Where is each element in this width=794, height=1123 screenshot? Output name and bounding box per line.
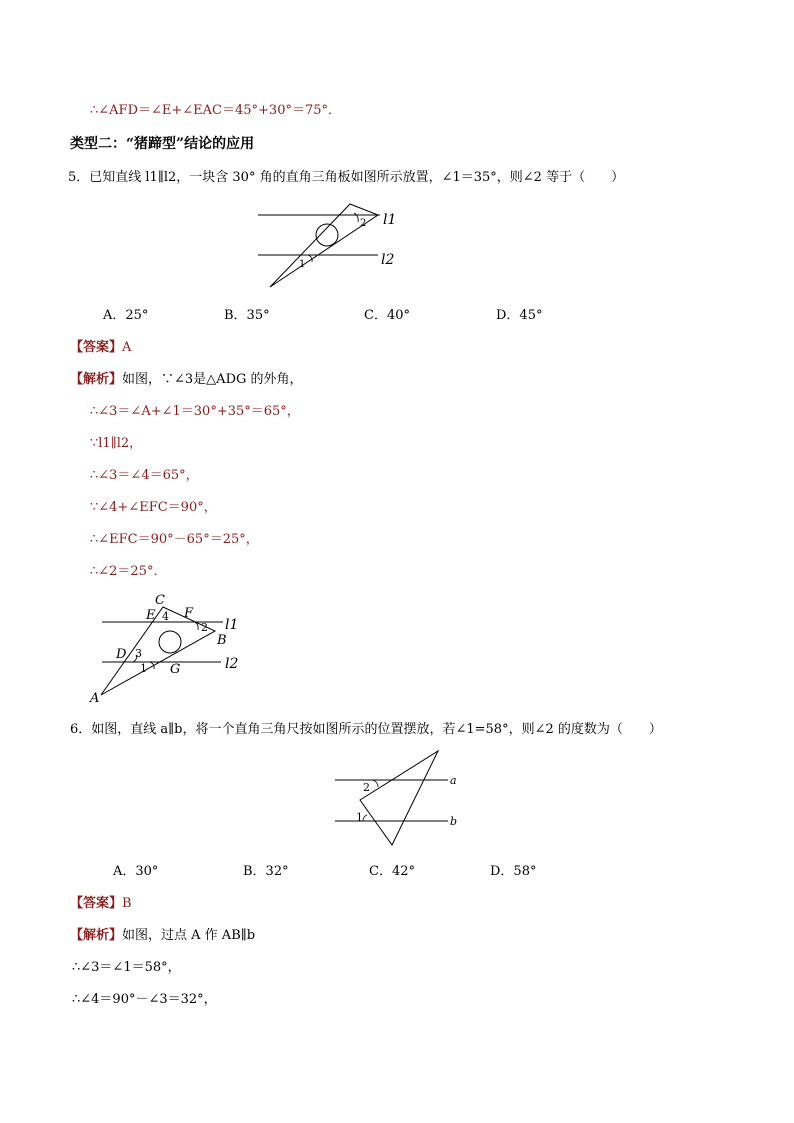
q5-step: ∴∠EFC＝90°－65°＝25°， bbox=[90, 532, 259, 547]
label-point-d: D bbox=[116, 647, 127, 662]
label-point-f: F bbox=[184, 606, 194, 621]
q5-option-c[interactable]: C．40° bbox=[364, 308, 410, 323]
label-point-c: C bbox=[155, 593, 165, 608]
q5-step: ∴∠2＝25°． bbox=[90, 564, 167, 579]
q6-figure bbox=[330, 745, 465, 850]
label-angle-2: 2 bbox=[201, 621, 208, 634]
q5-answer-tag: 【答案】 bbox=[70, 340, 123, 355]
q5-option-d[interactable]: D．45° bbox=[496, 308, 543, 323]
q5-answer-value: A bbox=[122, 340, 132, 355]
label-angle-1: 1 bbox=[356, 811, 363, 824]
triangle-ruler bbox=[360, 751, 438, 845]
label-l2: l2 bbox=[381, 252, 395, 268]
q6-option-c[interactable]: C．42° bbox=[369, 864, 415, 879]
q5-step: ∵l1∥l2， bbox=[90, 436, 143, 451]
label-angle-1: 1 bbox=[299, 259, 306, 270]
q5-step: ∴∠3＝∠4＝65°， bbox=[90, 468, 199, 483]
q6-step: ∴∠3＝∠1＝58°， bbox=[72, 960, 181, 975]
q6-analysis-tag: 【解析】 bbox=[70, 928, 123, 943]
q5-figure bbox=[250, 195, 410, 295]
label-point-e: E bbox=[146, 608, 156, 623]
q5-analysis-tag: 【解析】 bbox=[70, 372, 123, 387]
ruler-hole bbox=[159, 631, 181, 653]
label-angle-4: 4 bbox=[162, 610, 169, 623]
label-angle-2: 2 bbox=[360, 218, 367, 229]
q5-step: ∵∠4+∠EFC＝90°， bbox=[90, 500, 217, 515]
q6-answer-value: B bbox=[122, 896, 132, 911]
label-line-b: b bbox=[450, 815, 458, 828]
label-l1: l1 bbox=[225, 617, 239, 633]
label-angle-3: 3 bbox=[135, 647, 142, 660]
q6-stem: 6．如图，直线 a∥b，将一个直角三角尺按如图所示的位置摆放，若∠1=58°，则∠2 的度数为（ ） bbox=[70, 722, 662, 737]
label-line-a: a bbox=[450, 774, 457, 787]
q6-option-b[interactable]: B．32° bbox=[243, 864, 289, 879]
q6-step: ∴∠4＝90°－∠3＝32°， bbox=[72, 992, 217, 1007]
label-point-a: A bbox=[90, 691, 100, 706]
intro-conclusion: ∴∠AFD＝∠E+∠EAC＝45°+30°＝75°． bbox=[90, 103, 342, 118]
q6-answer-tag: 【答案】 bbox=[70, 896, 123, 911]
q6-analysis-first: 如图，过点 A 作 AB∥b bbox=[122, 928, 256, 943]
q6-option-a[interactable]: A．30° bbox=[113, 864, 159, 879]
label-point-g: G bbox=[170, 662, 181, 677]
q5-option-b[interactable]: B．35° bbox=[224, 308, 270, 323]
q5-analysis-first: 如图，∵∠3是△ADG 的外角， bbox=[122, 372, 303, 387]
q5-option-a[interactable]: A．25° bbox=[103, 308, 149, 323]
label-point-b: B bbox=[217, 633, 227, 648]
label-angle-1: 1 bbox=[140, 662, 147, 675]
q6-option-d[interactable]: D．58° bbox=[490, 864, 537, 879]
section-heading: 类型二：“猪蹄型”结论的应用 bbox=[70, 136, 255, 152]
label-l1: l1 bbox=[383, 212, 397, 228]
label-angle-2: 2 bbox=[363, 781, 370, 794]
label-l2: l2 bbox=[225, 656, 239, 672]
q5-stem: 5．已知直线 l1∥l2，一块含 30° 角的直角三角板如图所示放置，∠1＝35°，则∠2 等于（ ） bbox=[68, 170, 625, 185]
q5-solution-figure bbox=[88, 590, 258, 705]
q5-step: ∴∠3＝∠A+∠1＝30°+35°＝65°， bbox=[90, 404, 300, 419]
